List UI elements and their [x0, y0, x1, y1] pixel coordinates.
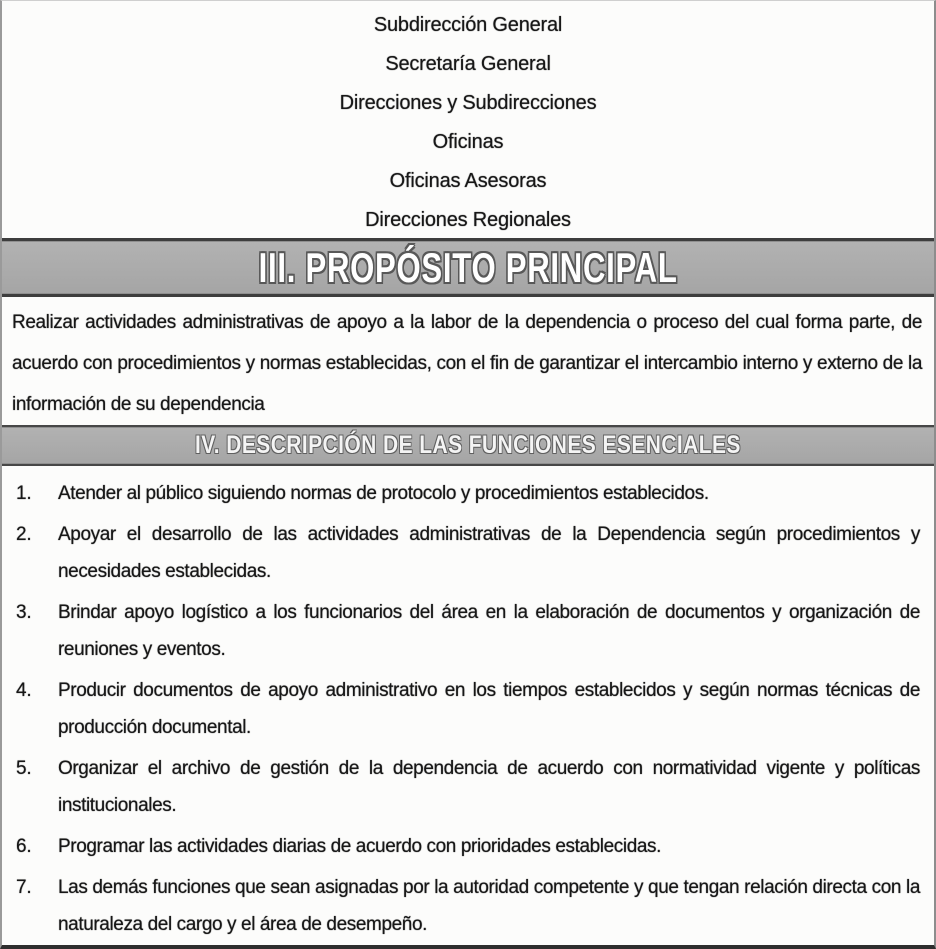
function-item [16, 594, 924, 668]
function-item-text: Apoyar el desarrollo de las actividades administrativas de la Dependencia según procedimientos y necesidades establecidas. [58, 524, 920, 582]
function-item-text: Atender al público siguiendo normas de protocolo y procedimientos establecidos. [58, 483, 709, 504]
function-item-text: Producir documentos de apoyo administrativo en los tiempos establecidos y según normas técnicas de producción documental. [58, 680, 920, 738]
function-item-number: 6. [16, 836, 32, 857]
organizational-unit-line: Oficinas [432, 131, 504, 153]
function-item-number: 3. [16, 602, 32, 623]
section-title-funciones: IV. DESCRIPCIÓN DE LAS FUNCIONES ESENCIALES [195, 431, 741, 459]
function-item-text: Organizar el archivo de gestión de la dependencia de acuerdo con normatividad vigente y políticas institucionales. [58, 758, 920, 816]
function-item [16, 475, 924, 512]
organizational-unit-line: Direcciones Regionales [365, 209, 571, 231]
section-header-funciones-esenciales [2, 427, 934, 466]
funciones-esenciales-list [2, 466, 934, 943]
function-item-number: 1. [16, 483, 32, 504]
function-item-number: 2. [16, 524, 32, 545]
section-header-proposito-principal [2, 241, 934, 297]
organizational-unit-line: Oficinas Asesoras [389, 170, 547, 192]
function-item-text: Programar las actividades diarias de acuerdo con prioridades establecidas. [58, 836, 662, 857]
function-item [16, 516, 924, 590]
organizational-unit-line: Secretaría General [385, 53, 551, 75]
proposito-principal-paragraph: Realizar actividades administrativas de apoyo a la labor de la dependencia o proceso del cual forma parte, de acuerdo con procedimientos y normas establecidas, con el fin de garantizar el intercambio interno y externo de la información de su dependencia [2, 297, 934, 427]
section-title-proposito: III. PROPÓSITO PRINCIPAL [258, 243, 678, 291]
function-item [16, 869, 924, 943]
function-item [16, 828, 924, 865]
function-item-text: Las demás funciones que sean asignadas por la autoridad competente y que tengan relación directa con la naturaleza del cargo y el área de desempeño. [58, 877, 920, 935]
function-item-text: Brindar apoyo logístico a los funcionarios del área en la elaboración de documentos y organización de reuniones y eventos. [58, 602, 920, 660]
function-item [16, 750, 924, 824]
organizational-unit-line: Subdirección General [373, 14, 563, 36]
function-item [16, 672, 924, 746]
function-item-number: 4. [16, 680, 32, 701]
organizational-unit-line: Direcciones y Subdirecciones [339, 92, 597, 114]
function-item-number: 7. [16, 877, 32, 898]
organizational-units-cell [2, 1, 934, 241]
function-item-number: 5. [16, 758, 32, 779]
